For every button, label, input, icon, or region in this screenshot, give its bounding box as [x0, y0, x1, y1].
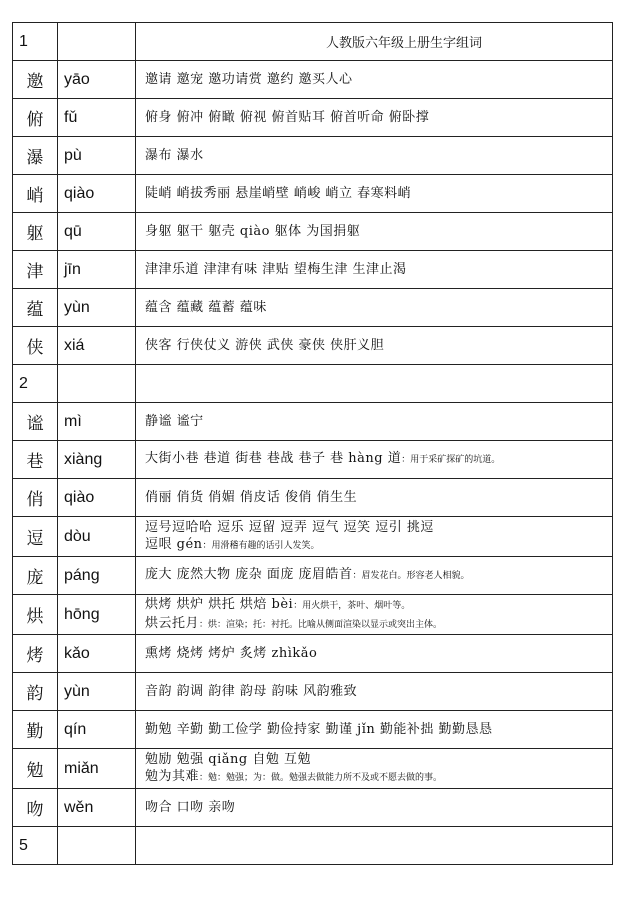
entry-row: [13, 479, 613, 517]
section-header-row: [13, 23, 613, 61]
entry-word-list: [136, 175, 613, 213]
word-group-text: 邀请 邀宠 邀功请赏 邀约 邀买人心: [145, 72, 353, 87]
word-line: [145, 615, 612, 634]
document-title: 人教版六年级上册生字组词: [136, 23, 613, 61]
entry-character: 俯: [13, 99, 58, 137]
entry-character: 庞: [13, 557, 58, 595]
word-group-text: 音韵 韵调 韵律 韵母 韵味 风韵雅致: [145, 684, 358, 699]
section-blank-cell: [58, 827, 136, 865]
entry-word-list: [136, 711, 613, 749]
entry-row: [13, 749, 613, 789]
entry-pinyin: xiàng: [58, 441, 136, 479]
entry-word-list: [136, 441, 613, 479]
word-definition-note: ：用火烘干，茶叶、烟叶等。: [293, 600, 411, 611]
word-line: [145, 768, 612, 787]
word-group-text: 烘烤 烘炉 烘托 烘焙 bèi: [145, 596, 294, 612]
entry-word-list: [136, 61, 613, 99]
entry-word-list: [136, 789, 613, 827]
word-line: [145, 450, 612, 469]
entry-row: [13, 557, 613, 595]
entry-character: 峭: [13, 175, 58, 213]
entry-pinyin: dòu: [58, 517, 136, 557]
entry-row: [13, 441, 613, 479]
word-line: [145, 721, 612, 738]
entry-character: 勤: [13, 711, 58, 749]
word-group-text: 大街小巷 巷道 街巷 巷战 巷子 巷 hàng 道: [145, 451, 402, 466]
entry-character: 瀑: [13, 137, 58, 175]
entry-pinyin: wěn: [58, 789, 136, 827]
entry-row: [13, 327, 613, 365]
word-definition-note: ：用于采矿探矿的坑道。: [401, 455, 501, 465]
entry-word-list: [136, 137, 613, 175]
word-line: [145, 489, 612, 506]
word-group-text: 勉为其难: [145, 768, 200, 784]
entry-row: [13, 517, 613, 557]
word-definition-note: ：勉：勉强；为：做。勉强去做能力所不及或不愿去做的事。: [199, 772, 443, 783]
word-line: [145, 799, 612, 816]
word-group-text: 烘云托月: [145, 615, 200, 631]
word-line: [145, 566, 612, 585]
word-line: [145, 223, 612, 240]
entry-character: 邀: [13, 61, 58, 99]
entry-pinyin: qín: [58, 711, 136, 749]
word-line: [145, 109, 612, 126]
word-group-text: 身躯 躯干 躯壳 qiào 躯体 为国捐躯: [145, 224, 361, 239]
word-group-text: 静谧 谧宁: [145, 414, 204, 429]
word-group-text: 勤勉 辛勤 勤工俭学 勤俭持家 勤谨 jǐn 勤能补拙 勤勤恳恳: [145, 722, 493, 737]
entry-character: 津: [13, 251, 58, 289]
entry-pinyin: yùn: [58, 673, 136, 711]
entry-row: [13, 595, 613, 635]
entry-word-list: [136, 327, 613, 365]
entry-row: [13, 251, 613, 289]
entry-word-list: [136, 673, 613, 711]
word-line: [145, 413, 612, 430]
entry-word-list: [136, 595, 613, 635]
word-group-text: 逗哏 gén: [145, 536, 203, 552]
entry-pinyin: kǎo: [58, 635, 136, 673]
word-line: [145, 645, 612, 662]
word-definition-note: ：眉发花白。形容老人相貌。: [352, 571, 470, 581]
entry-row: [13, 61, 613, 99]
entry-row: [13, 711, 613, 749]
word-line: [145, 147, 612, 164]
entry-word-list: [136, 517, 613, 557]
section-header-row: [13, 365, 613, 403]
entry-pinyin: qū: [58, 213, 136, 251]
entry-word-list: [136, 289, 613, 327]
entry-character: 俏: [13, 479, 58, 517]
word-line: [145, 337, 612, 354]
section-header-row: [13, 827, 613, 865]
word-line: [145, 751, 612, 768]
entry-row: [13, 635, 613, 673]
entry-character: 韵: [13, 673, 58, 711]
entry-pinyin: qiào: [58, 479, 136, 517]
word-definition-note: ：用滑稽有趣的话引人发笑。: [202, 540, 320, 551]
entry-pinyin: yùn: [58, 289, 136, 327]
entry-word-list: [136, 213, 613, 251]
entry-character: 烤: [13, 635, 58, 673]
section-blank-cell: [58, 23, 136, 61]
word-group-text: 吻合 口吻 亲吻: [145, 800, 236, 815]
word-group-text: 陡峭 峭拔秀丽 悬崖峭壁 峭峻 峭立 春寒料峭: [145, 186, 412, 201]
word-group-text: 津津乐道 津津有味 津贴 望梅生津 生津止渴: [145, 262, 407, 277]
entry-row: [13, 673, 613, 711]
entry-row: [13, 175, 613, 213]
word-definition-note: ：烘：渲染；托：衬托。比喻从侧面渲染以显示或突出主体。: [199, 619, 443, 630]
entry-row: [13, 99, 613, 137]
word-group-text: 逗号逗哈哈 逗乐 逗留 逗弄 逗气 逗笑 逗引 挑逗: [145, 519, 434, 535]
word-group-text: 蕴含 蕴藏 蕴蓄 蕴味: [145, 300, 267, 315]
section-blank-cell: [58, 365, 136, 403]
entry-row: [13, 789, 613, 827]
entry-character: 巷: [13, 441, 58, 479]
entry-row: [13, 137, 613, 175]
word-group-text: 俏丽 俏货 俏媚 俏皮话 俊俏 俏生生: [145, 490, 358, 505]
entry-character: 谧: [13, 403, 58, 441]
entry-word-list: [136, 557, 613, 595]
word-line: [145, 683, 612, 700]
entry-character: 吻: [13, 789, 58, 827]
section-blank-cell: [136, 827, 613, 865]
entry-pinyin: miǎn: [58, 749, 136, 789]
entry-word-list: [136, 635, 613, 673]
entry-pinyin: xiá: [58, 327, 136, 365]
entry-character: 蕴: [13, 289, 58, 327]
vocabulary-table: [12, 22, 613, 865]
word-group-text: 勉励 勉强 qiǎng 自勉 互勉: [145, 751, 311, 767]
entry-row: [13, 289, 613, 327]
entry-pinyin: hōng: [58, 595, 136, 635]
entry-word-list: [136, 403, 613, 441]
entry-word-list: [136, 749, 613, 789]
word-group-text: 侠客 行侠仗义 游侠 武侠 豪侠 侠肝义胆: [145, 338, 385, 353]
section-number: 5: [13, 827, 58, 865]
word-line: [145, 185, 612, 202]
entry-pinyin: jīn: [58, 251, 136, 289]
section-blank-cell: [136, 365, 613, 403]
word-group-text: 熏烤 烧烤 烤炉 炙烤 zhìkǎo: [145, 646, 318, 661]
word-group-text: 瀑布 瀑水: [145, 148, 204, 163]
entry-pinyin: páng: [58, 557, 136, 595]
entry-character: 烘: [13, 595, 58, 635]
word-line: [145, 596, 612, 615]
entry-character: 逗: [13, 517, 58, 557]
entry-word-list: [136, 99, 613, 137]
word-line: [145, 299, 612, 316]
entry-row: [13, 213, 613, 251]
word-line: [145, 519, 612, 536]
entry-character: 勉: [13, 749, 58, 789]
word-group-text: 俯身 俯冲 俯瞰 俯视 俯首贴耳 俯首听命 俯卧撑: [145, 110, 430, 125]
entry-pinyin: pù: [58, 137, 136, 175]
word-line: [145, 536, 612, 555]
entry-pinyin: mì: [58, 403, 136, 441]
entry-character: 侠: [13, 327, 58, 365]
word-group-text: 庞大 庞然大物 庞杂 面庞 庞眉皓首: [145, 567, 353, 582]
entry-pinyin: fǔ: [58, 99, 136, 137]
entry-pinyin: yāo: [58, 61, 136, 99]
entry-row: [13, 403, 613, 441]
word-line: [145, 71, 612, 88]
entry-pinyin: qiào: [58, 175, 136, 213]
section-number: 2: [13, 365, 58, 403]
entry-word-list: [136, 251, 613, 289]
word-line: [145, 261, 612, 278]
entry-word-list: [136, 479, 613, 517]
section-number: 1: [13, 23, 58, 61]
entry-character: 躯: [13, 213, 58, 251]
